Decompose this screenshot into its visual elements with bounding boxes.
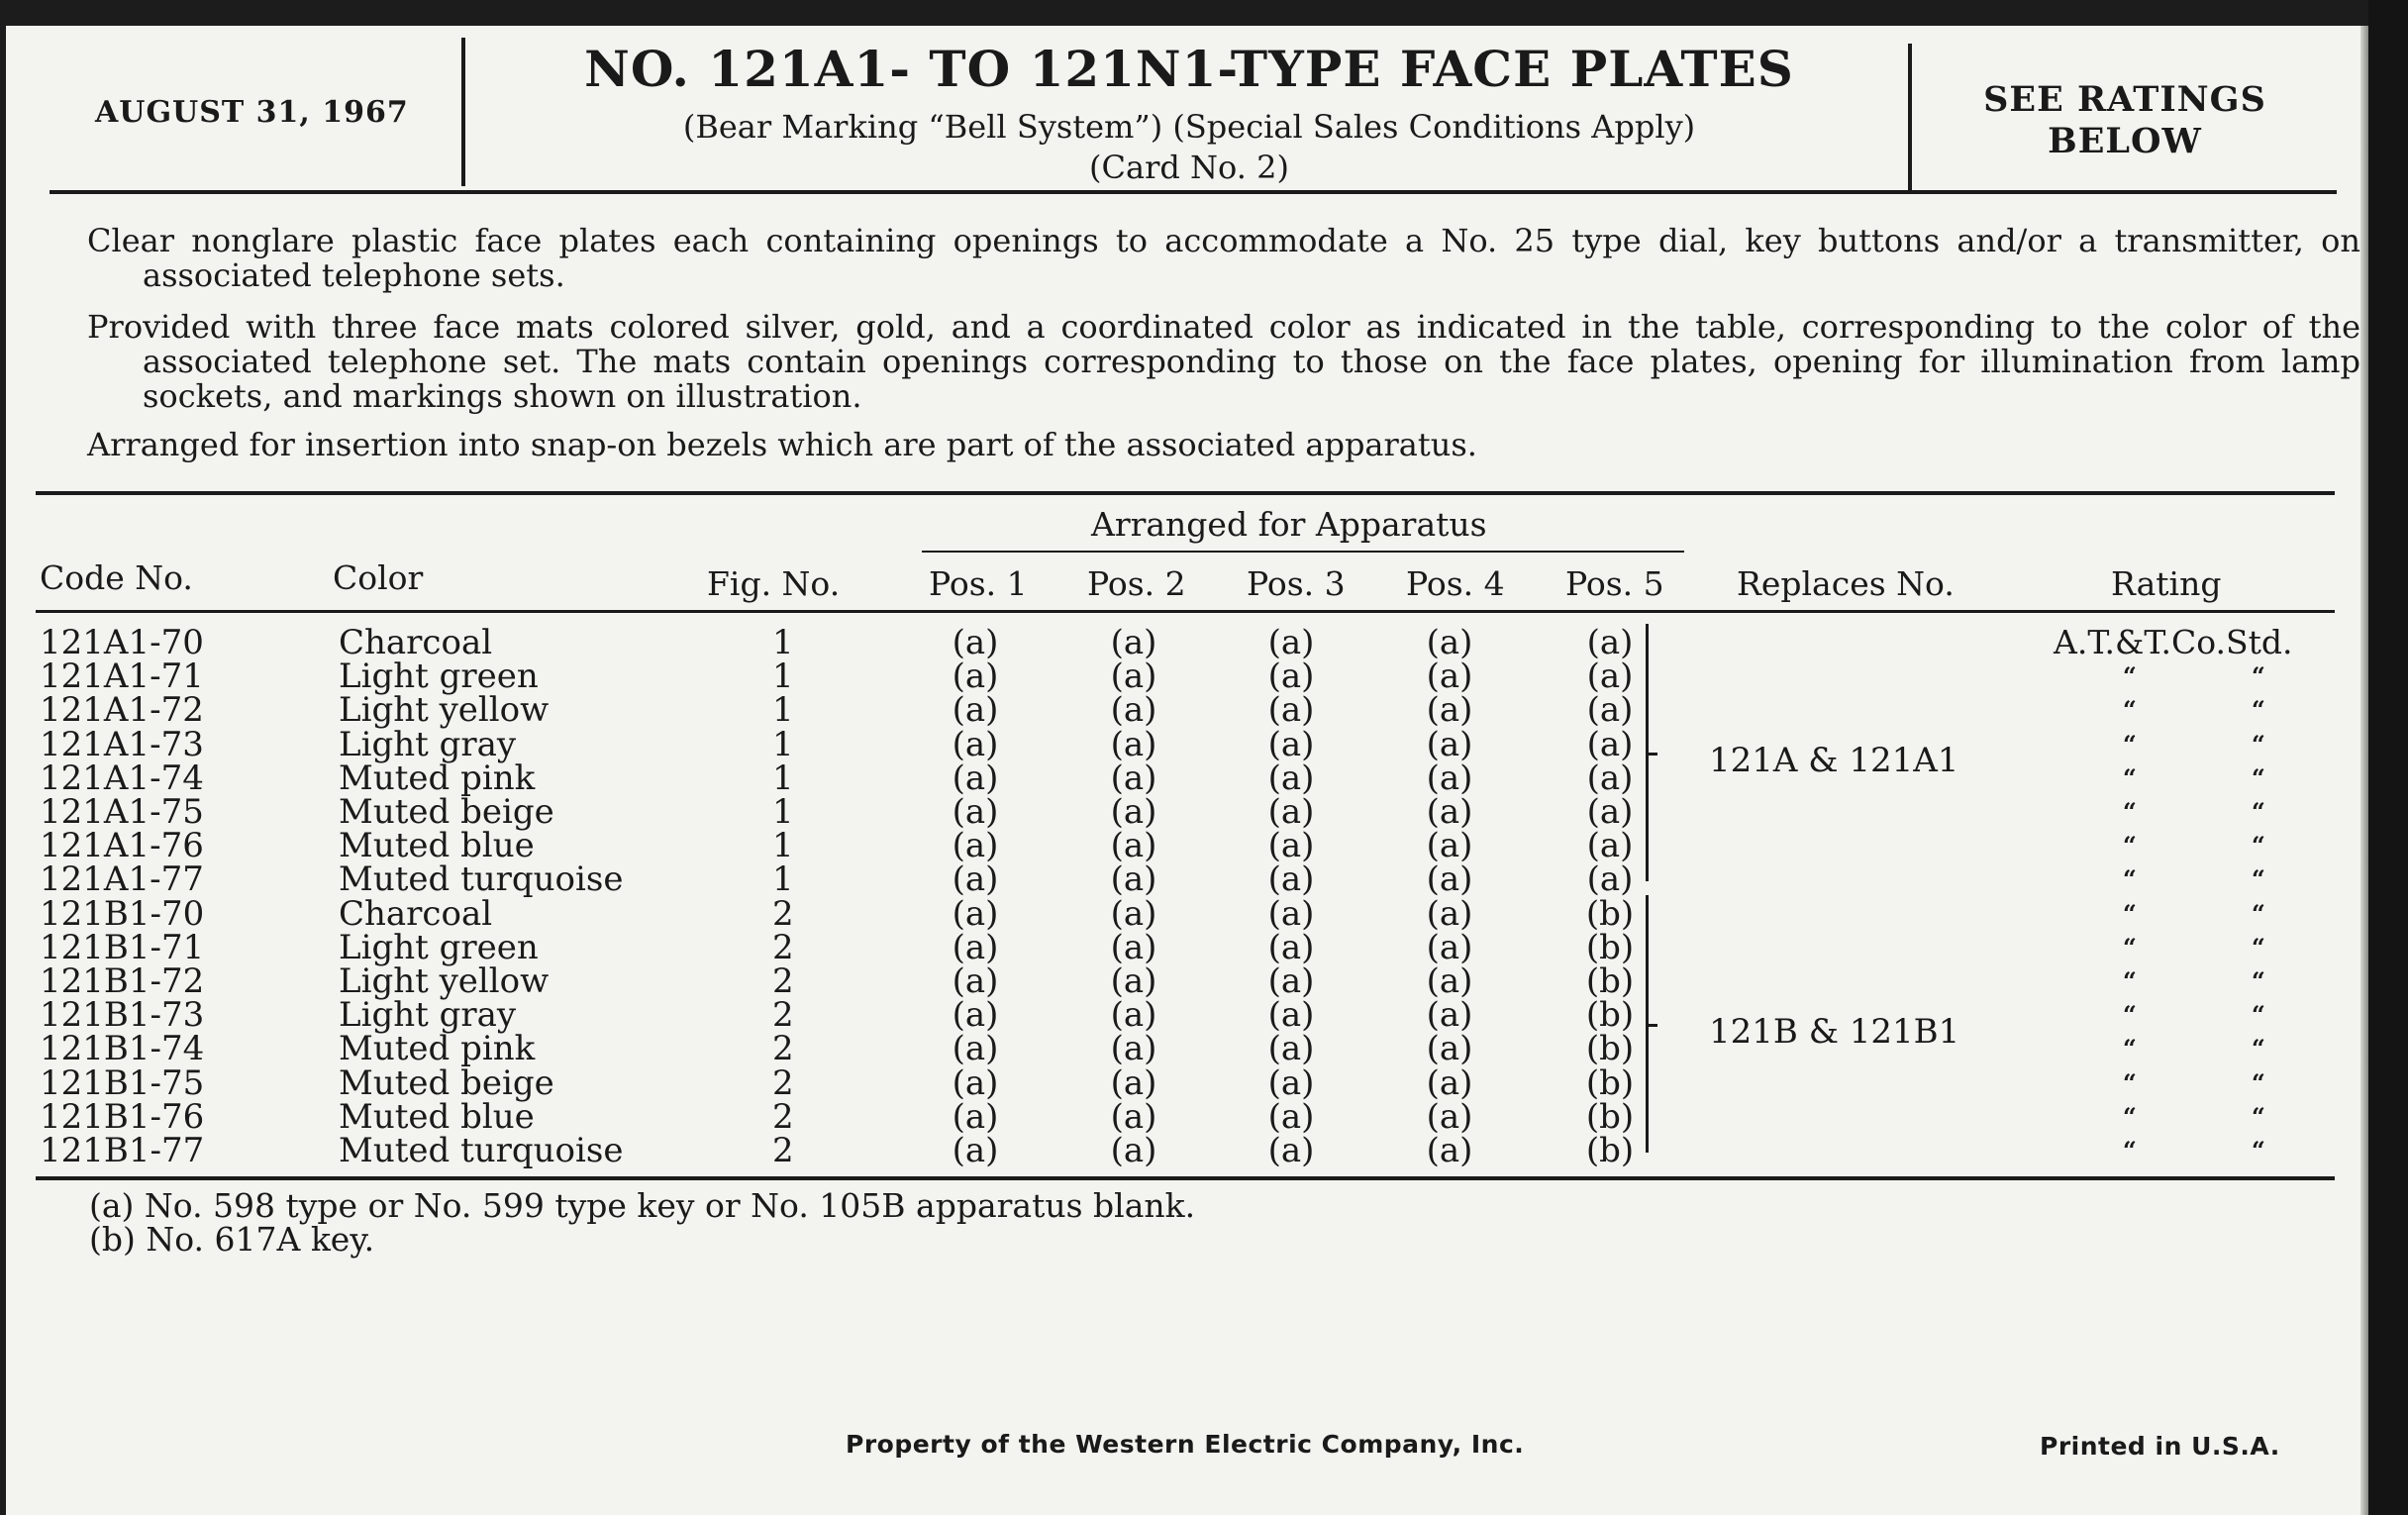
cell-fig: 1 bbox=[772, 859, 794, 900]
cell-pos4: (a) bbox=[1426, 724, 1473, 764]
cell-pos3: (a) bbox=[1267, 1062, 1315, 1103]
group-brace-b-tip bbox=[1646, 1024, 1657, 1027]
col-header-code: Code No. bbox=[40, 558, 193, 597]
cell-pos1: (a) bbox=[952, 656, 999, 697]
footer-printed: Printed in U.S.A. bbox=[2040, 1432, 2280, 1461]
cell-pos2: (a) bbox=[1110, 1096, 1157, 1137]
cell-pos1: (a) bbox=[952, 690, 999, 731]
cell-pos2: (a) bbox=[1110, 758, 1157, 798]
cell-pos1: (a) bbox=[952, 758, 999, 798]
cell-rating-ditto: “ bbox=[2252, 695, 2265, 725]
group-header-arranged: Arranged for Apparatus bbox=[1091, 505, 1487, 544]
cell-fig: 1 bbox=[772, 656, 794, 697]
cell-code: 121B1-72 bbox=[40, 961, 205, 1001]
cell-rating-ditto: “ bbox=[2252, 898, 2265, 928]
cell-pos5: (b) bbox=[1585, 1029, 1635, 1069]
col-header-rating: Rating bbox=[2111, 564, 2222, 603]
cell-rating-ditto: “ bbox=[2123, 864, 2137, 894]
cell-rating-ditto: “ bbox=[2123, 1000, 2137, 1030]
see-ratings-line1: SEE RATINGS bbox=[1983, 79, 2266, 120]
cell-color: Muted beige bbox=[339, 1062, 554, 1103]
header-rule bbox=[50, 190, 2337, 194]
cell-pos1: (a) bbox=[952, 1029, 999, 1069]
cell-rating-ditto: “ bbox=[2252, 1101, 2265, 1131]
cell-pos5: (b) bbox=[1585, 1131, 1635, 1170]
cell-pos5: (a) bbox=[1586, 826, 1634, 866]
cell-code: 121A1-75 bbox=[40, 792, 204, 832]
description-paragraph: Arranged for insertion into snap-on bezels which are part of the associated apparatus. bbox=[87, 426, 1477, 463]
scan-edge bbox=[2368, 0, 2408, 1515]
see-ratings-line2: BELOW bbox=[2048, 121, 2202, 161]
cell-pos3: (a) bbox=[1267, 826, 1315, 866]
cell-rating-ditto: “ bbox=[2252, 1136, 2265, 1164]
cell-pos4: (a) bbox=[1426, 859, 1473, 900]
cell-code: 121B1-73 bbox=[40, 995, 205, 1036]
col-header-pos2: Pos. 2 bbox=[1087, 564, 1186, 603]
cell-pos2: (a) bbox=[1110, 927, 1157, 967]
cell-pos4: (a) bbox=[1426, 690, 1473, 731]
cell-pos1: (a) bbox=[952, 893, 999, 934]
cell-color: Charcoal bbox=[339, 623, 493, 662]
cell-pos1: (a) bbox=[952, 859, 999, 900]
cell-pos3: (a) bbox=[1267, 1131, 1315, 1170]
cell-pos2: (a) bbox=[1110, 1029, 1157, 1069]
cell-rating-ditto: “ bbox=[2123, 762, 2137, 792]
cell-pos5: (b) bbox=[1585, 995, 1635, 1036]
cell-pos5: (b) bbox=[1585, 893, 1635, 934]
cell-pos2: (a) bbox=[1110, 995, 1157, 1036]
cell-pos3: (a) bbox=[1267, 656, 1315, 697]
cell-pos2: (a) bbox=[1110, 1062, 1157, 1103]
cell-rating-ditto: “ bbox=[2123, 1136, 2137, 1164]
col-header-color: Color bbox=[333, 558, 424, 597]
col-header-replaces: Replaces No. bbox=[1737, 564, 1955, 603]
cell-color: Muted pink bbox=[339, 1029, 536, 1069]
document-subtitle: (Bear Marking “Bell System”) (Special Sales Conditions Apply) bbox=[682, 108, 1696, 146]
cell-pos4: (a) bbox=[1426, 893, 1473, 934]
cell-pos4: (a) bbox=[1426, 995, 1473, 1036]
cell-rating-ditto: “ bbox=[2252, 797, 2265, 826]
cell-pos3: (a) bbox=[1267, 758, 1315, 798]
cell-code: 121B1-74 bbox=[40, 1029, 205, 1069]
footer-property: Property of the Western Electric Company, Inc. bbox=[846, 1430, 1525, 1459]
cell-pos5: (b) bbox=[1585, 961, 1635, 1001]
cell-rating-ditto: “ bbox=[2252, 966, 2265, 995]
cell-fig: 1 bbox=[772, 758, 794, 798]
cell-rating-ditto: “ bbox=[2123, 695, 2137, 725]
cell-pos4: (a) bbox=[1426, 792, 1473, 832]
cell-code: 121A1-70 bbox=[40, 623, 204, 662]
cell-rating-ditto: “ bbox=[2252, 1034, 2265, 1063]
header-divider-right bbox=[1908, 44, 1912, 192]
cell-pos2: (a) bbox=[1110, 724, 1157, 764]
cell-pos1: (a) bbox=[952, 1096, 999, 1137]
cell-pos1: (a) bbox=[952, 792, 999, 832]
cell-code: 121A1-73 bbox=[40, 724, 204, 764]
cell-pos4: (a) bbox=[1426, 623, 1473, 662]
cell-color: Light yellow bbox=[339, 690, 550, 731]
cell-pos2: (a) bbox=[1110, 690, 1157, 731]
cell-pos5: (a) bbox=[1586, 792, 1634, 832]
cell-color: Muted pink bbox=[339, 758, 536, 798]
cell-rating-ditto: “ bbox=[2123, 1034, 2137, 1063]
cell-code: 121B1-75 bbox=[40, 1062, 205, 1103]
cell-fig: 2 bbox=[772, 995, 794, 1036]
document-title: NO. 121A1- TO 121N1-TYPE FACE PLATES bbox=[584, 40, 1794, 98]
card-number: (Card No. 2) bbox=[1089, 149, 1289, 186]
cell-pos5: (a) bbox=[1586, 758, 1634, 798]
cell-rating-ditto: “ bbox=[2123, 729, 2137, 758]
cell-pos3: (a) bbox=[1267, 724, 1315, 764]
cell-fig: 1 bbox=[772, 690, 794, 731]
cell-fig: 2 bbox=[772, 1029, 794, 1069]
cell-pos3: (a) bbox=[1267, 893, 1315, 934]
cell-pos4: (a) bbox=[1426, 927, 1473, 967]
cell-pos5: (b) bbox=[1585, 1096, 1635, 1137]
cell-pos3: (a) bbox=[1267, 690, 1315, 731]
cell-pos4: (a) bbox=[1426, 961, 1473, 1001]
cell-code: 121B1-77 bbox=[40, 1131, 205, 1170]
cell-pos2: (a) bbox=[1110, 859, 1157, 900]
cell-pos4: (a) bbox=[1426, 758, 1473, 798]
replaces-group-a: 121A & 121A1 bbox=[1709, 741, 1959, 780]
cell-pos5: (a) bbox=[1586, 623, 1634, 662]
cell-pos5: (b) bbox=[1585, 927, 1635, 967]
col-header-pos4: Pos. 4 bbox=[1406, 564, 1505, 603]
cell-rating-ditto: “ bbox=[2252, 661, 2265, 691]
cell-rating-ditto: “ bbox=[2252, 864, 2265, 894]
cell-color: Light gray bbox=[339, 724, 517, 764]
cell-color: Muted blue bbox=[339, 826, 535, 866]
cell-rating-ditto: “ bbox=[2123, 1067, 2137, 1097]
cell-color: Muted turquoise bbox=[339, 859, 624, 900]
cell-color: Light green bbox=[339, 656, 539, 697]
cell-rating-ditto: “ bbox=[2123, 966, 2137, 995]
cell-code: 121A1-71 bbox=[40, 656, 204, 697]
cell-code: 121B1-76 bbox=[40, 1096, 205, 1137]
group-header-rule bbox=[922, 551, 1684, 553]
cell-pos4: (a) bbox=[1426, 1096, 1473, 1137]
cell-rating-ditto: “ bbox=[2252, 932, 2265, 961]
cell-color: Light yellow bbox=[339, 961, 550, 1001]
cell-pos2: (a) bbox=[1110, 961, 1157, 1001]
cell-color: Light gray bbox=[339, 995, 517, 1036]
cell-pos2: (a) bbox=[1110, 623, 1157, 662]
cell-pos2: (a) bbox=[1110, 792, 1157, 832]
cell-pos3: (a) bbox=[1267, 927, 1315, 967]
cell-pos5: (a) bbox=[1586, 724, 1634, 764]
cell-pos1: (a) bbox=[952, 623, 999, 662]
cell-rating-ditto: “ bbox=[2123, 1101, 2137, 1131]
replaces-group-b: 121B & 121B1 bbox=[1709, 1012, 1960, 1052]
cell-color: Charcoal bbox=[339, 893, 493, 934]
cell-rating-ditto: “ bbox=[2252, 729, 2265, 758]
cell-color: Light green bbox=[339, 927, 539, 967]
table-header-rule bbox=[36, 610, 2335, 613]
cell-code: 121A1-74 bbox=[40, 758, 204, 798]
cell-fig: 2 bbox=[772, 1131, 794, 1170]
footnote-b: (b) No. 617A key. bbox=[89, 1220, 375, 1259]
cell-pos3: (a) bbox=[1267, 961, 1315, 1001]
description-paragraph: Provided with three face mats colored silver, gold, and a coordinated color as indicated in the table, corresponding to the color of the associated telephone set. The mats contain openings corresponding to those on the face plates, opening for illumination from lamp sockets, and markings shown on illustration. bbox=[87, 308, 2360, 415]
cell-pos3: (a) bbox=[1267, 859, 1315, 900]
col-header-pos3: Pos. 3 bbox=[1247, 564, 1346, 603]
cell-pos1: (a) bbox=[952, 927, 999, 967]
cell-fig: 1 bbox=[772, 792, 794, 832]
col-header-pos5: Pos. 5 bbox=[1565, 564, 1664, 603]
cell-pos3: (a) bbox=[1267, 995, 1315, 1036]
cell-pos3: (a) bbox=[1267, 623, 1315, 662]
cell-code: 121A1-76 bbox=[40, 826, 204, 866]
description-paragraph: Clear nonglare plastic face plates each containing openings to accommodate a No. 25 type dial, key buttons and/or a transmitter, on associated telephone sets. bbox=[87, 222, 2360, 294]
cell-pos4: (a) bbox=[1426, 1131, 1473, 1170]
cell-pos1: (a) bbox=[952, 724, 999, 764]
cell-rating-ditto: “ bbox=[2252, 1067, 2265, 1097]
cell-pos3: (a) bbox=[1267, 792, 1315, 832]
cell-rating-ditto: “ bbox=[2252, 831, 2265, 860]
cell-pos5: (a) bbox=[1586, 690, 1634, 731]
cell-fig: 2 bbox=[772, 893, 794, 934]
cell-fig: 1 bbox=[772, 623, 794, 662]
cell-pos4: (a) bbox=[1426, 1062, 1473, 1103]
cell-rating-ditto: “ bbox=[2123, 831, 2137, 860]
cell-code: 121B1-71 bbox=[40, 927, 205, 967]
cell-pos1: (a) bbox=[952, 995, 999, 1036]
cell-code: 121A1-77 bbox=[40, 859, 204, 900]
cell-pos2: (a) bbox=[1110, 826, 1157, 866]
document-date: AUGUST 31, 1967 bbox=[95, 95, 409, 130]
cell-color: Muted blue bbox=[339, 1096, 535, 1137]
cell-rating-ditto: “ bbox=[2123, 797, 2137, 826]
cell-pos1: (a) bbox=[952, 826, 999, 866]
cell-rating: A.T.&T.Co.Std. bbox=[2054, 623, 2293, 661]
cell-pos1: (a) bbox=[952, 961, 999, 1001]
cell-rating-ditto: “ bbox=[2252, 1000, 2265, 1030]
table-bottom-rule bbox=[36, 1176, 2335, 1180]
cell-color: Muted turquoise bbox=[339, 1131, 624, 1170]
header-divider-left bbox=[461, 38, 465, 186]
document-card bbox=[6, 26, 2368, 1515]
cell-color: Muted beige bbox=[339, 792, 554, 832]
cell-code: 121B1-70 bbox=[40, 893, 205, 934]
cell-fig: 1 bbox=[772, 826, 794, 866]
cell-pos5: (a) bbox=[1586, 859, 1634, 900]
cell-pos5: (a) bbox=[1586, 656, 1634, 697]
cell-rating-ditto: “ bbox=[2123, 661, 2137, 691]
cell-pos4: (a) bbox=[1426, 1029, 1473, 1069]
cell-fig: 2 bbox=[772, 1096, 794, 1137]
cell-rating-ditto: “ bbox=[2123, 898, 2137, 928]
cell-fig: 1 bbox=[772, 724, 794, 764]
cell-pos1: (a) bbox=[952, 1131, 999, 1170]
see-ratings-note bbox=[1927, 79, 2323, 162]
col-header-pos1: Pos. 1 bbox=[929, 564, 1028, 603]
cell-pos3: (a) bbox=[1267, 1096, 1315, 1137]
cell-pos5: (b) bbox=[1585, 1062, 1635, 1103]
cell-fig: 2 bbox=[772, 961, 794, 1001]
cell-pos2: (a) bbox=[1110, 893, 1157, 934]
group-brace-a-tip bbox=[1646, 753, 1657, 756]
cell-fig: 2 bbox=[772, 1062, 794, 1103]
table-top-rule bbox=[36, 491, 2335, 495]
cell-fig: 2 bbox=[772, 927, 794, 967]
cell-pos2: (a) bbox=[1110, 656, 1157, 697]
col-header-fig: Fig. No. bbox=[707, 564, 841, 603]
cell-code: 121A1-72 bbox=[40, 690, 204, 731]
cell-rating-ditto: “ bbox=[2123, 932, 2137, 961]
cell-pos4: (a) bbox=[1426, 826, 1473, 866]
cell-rating-ditto: “ bbox=[2252, 762, 2265, 792]
cell-pos1: (a) bbox=[952, 1062, 999, 1103]
cell-pos2: (a) bbox=[1110, 1131, 1157, 1170]
cell-pos4: (a) bbox=[1426, 656, 1473, 697]
footnote-a: (a) No. 598 type or No. 599 type key or No. 105B apparatus blank. bbox=[89, 1186, 1196, 1225]
cell-pos3: (a) bbox=[1267, 1029, 1315, 1069]
